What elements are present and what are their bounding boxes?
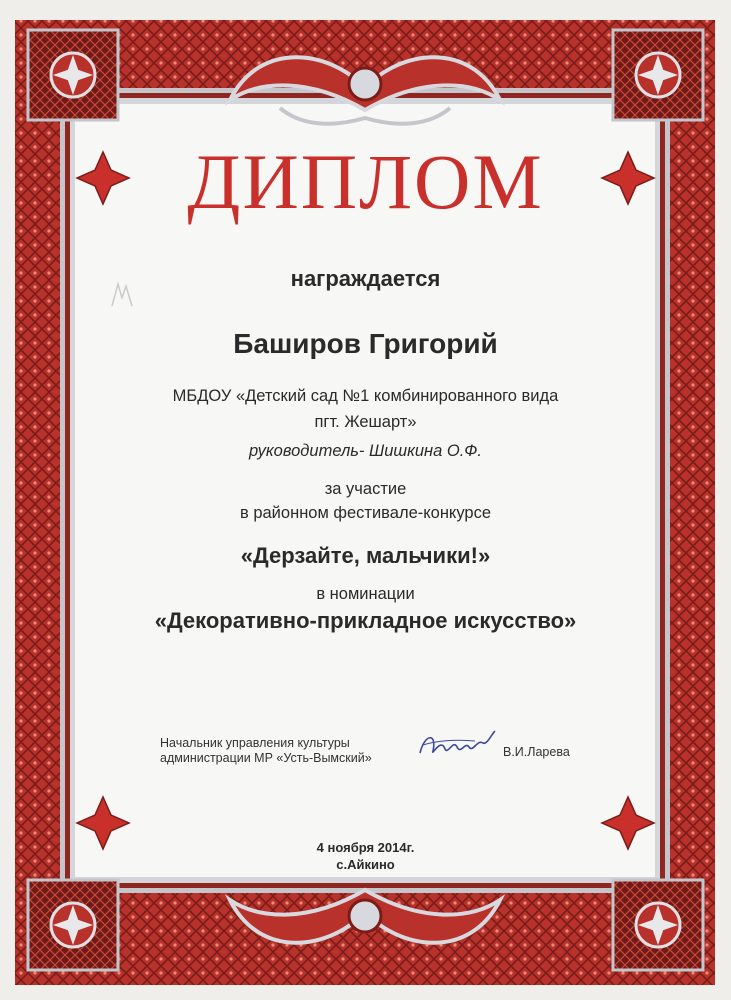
organization-line-1: МБДОУ «Детский сад №1 комбинированного вида xyxy=(172,387,559,405)
nomination-label: в номинации xyxy=(316,585,415,603)
leader-line: руководитель- Шишкина О.Ф. xyxy=(249,442,482,460)
recipient-name: Баширов Григорий xyxy=(233,328,498,359)
issue-place: с.Айкино xyxy=(336,857,395,872)
organization-line-2: пгт. Жешарт» xyxy=(314,413,417,431)
signatory-title-line-2: администрации МР «Усть-Вымский» xyxy=(160,751,372,765)
contest-name: «Дерзайте, мальчики!» xyxy=(240,543,491,568)
corner-ornament-bl xyxy=(28,880,118,970)
handwritten-signature xyxy=(415,725,500,763)
awarded-label: награждается xyxy=(290,266,441,291)
signatory-name: В.И.Ларева xyxy=(503,745,570,759)
signatory-title-line-1: Начальник управления культуры xyxy=(160,736,350,750)
corner-ornament-tr xyxy=(613,30,703,120)
issue-date: 4 ноября 2014г. xyxy=(316,840,415,855)
corner-ornament-tl xyxy=(28,30,118,120)
signatory-title xyxy=(160,736,372,766)
diploma-title: ДИПЛОМ xyxy=(187,138,544,225)
participation-line-2: в районном фестивале-конкурсе xyxy=(239,504,492,522)
participation-line-1: за участие xyxy=(324,480,407,498)
corner-ornament-br xyxy=(613,880,703,970)
nomination-name: «Декоративно-прикладное искусство» xyxy=(154,608,577,633)
